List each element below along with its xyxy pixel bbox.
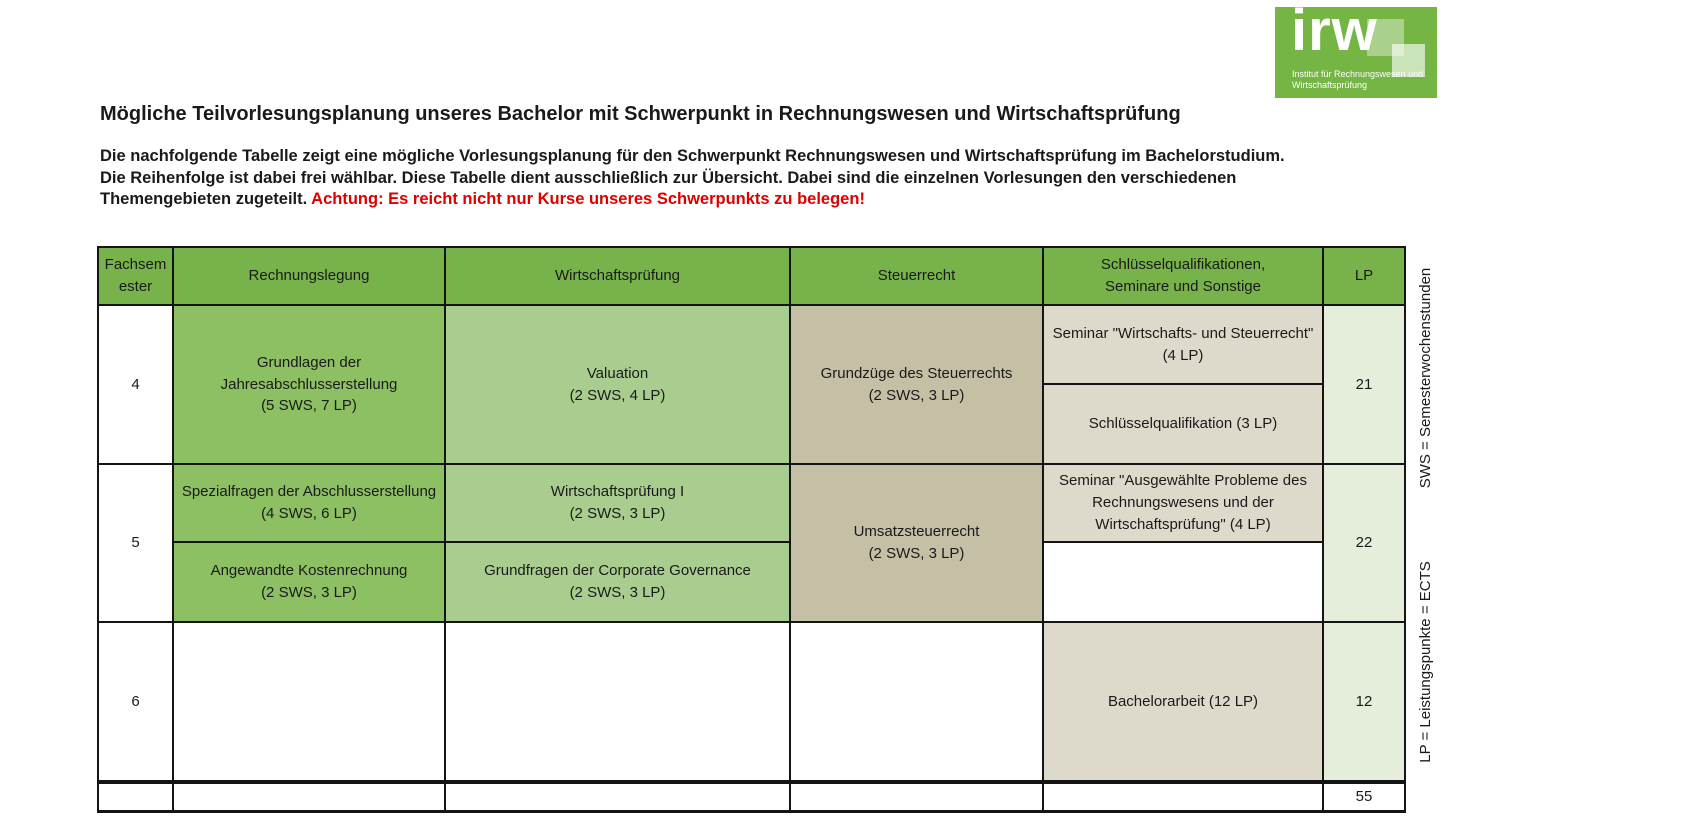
course-detail: (5 SWS, 7 LP) [261,397,357,415]
course-bachelorarbeit: Bachelorarbeit (12 LP) [1043,622,1323,782]
course-umsatzsteuerrecht [790,464,1043,622]
empty-cell [1043,782,1323,811]
empty-cell [98,782,173,811]
course-detail: (2 SWS, 3 LP) [569,584,666,601]
irw-logo [1275,0,1437,98]
course-valuation [445,305,790,464]
empty-cell [173,622,445,782]
course-seminar-wirtschafts-steuerrecht: Seminar "Wirtschafts- und Steuerrecht" (4 LP) [1043,305,1323,384]
lp-sum-semester-6: 12 [1323,622,1405,782]
empty-cell [173,782,445,811]
course-detail: (2 SWS, 3 LP) [261,584,357,601]
header-lp: LP [1323,247,1405,305]
course-detail: (2 SWS, 4 LP) [569,386,666,404]
row-semester-6 [98,622,1405,782]
header-rechnungslegung: Rechnungslegung [173,247,445,305]
table-header-row [98,247,1405,305]
intro-line-3-black: Themengebieten zugeteilt. [100,190,312,208]
course-detail: (2 SWS, 3 LP) [868,545,965,562]
course-title: Umsatzsteuerrecht [853,523,980,541]
intro-line-2: Die Reihenfolge ist dabei frei wählbar. Diese Tabelle dient ausschließlich zur Übersicht. Dabei sind die einzelnen Vorlesungen den verschiedenen [100,168,1237,187]
course-title: Spezialfragen der Abschlusserstellung [181,483,437,501]
irw-logo-institute-line1: Institut für Rechnungswesen und [1292,69,1424,79]
row-semester-4a [98,305,1405,384]
row-semester-5b [98,542,1405,622]
irw-logo-institute-name [1292,69,1423,91]
lp-sum-semester-4: 21 [1323,305,1405,464]
course-detail: (4 SWS, 6 LP) [261,505,357,522]
page-title: Mögliche Teilvorlesungsplanung unseres Bachelor mit Schwerpunkt in Rechnungswesen und Wirtschaftsprüfung [100,103,1181,125]
course-title: Grundzüge des Steuerrechts [820,364,1013,382]
course-detail: (2 SWS, 3 LP) [569,505,666,522]
sws-legend: SWS = Semesterwochenstunden [1417,267,1434,489]
header-wirtschaftspruefung: Wirtschaftsprüfung [445,247,790,305]
intro-paragraph [100,146,1285,211]
course-schluesselqualifikation: Schlüsselqualifikation (3 LP) [1043,384,1323,464]
course-angewandte-kostenrechnung [173,542,445,622]
row-semester-5a [98,464,1405,542]
course-detail: (2 SWS, 3 LP) [868,386,965,404]
empty-cell [445,622,790,782]
course-title: Wirtschaftsprüfung I [550,483,685,501]
lp-sum-semester-5: 22 [1323,464,1405,622]
header-fachsemester: Fachsem ester [98,247,173,305]
course-spezialfragen-abschluss [173,464,445,542]
empty-cell [1043,542,1323,622]
semester-4-cell: 4 [98,305,173,464]
semester-5-cell: 5 [98,464,173,622]
course-title: Grundlagen der Jahresabschlusserstellung [220,353,398,393]
course-grundfragen-corporate-governance [445,542,790,622]
course-title: Angewandte Kostenrechnung [210,562,408,580]
header-steuerrecht: Steuerrecht [790,247,1043,305]
irw-logo-wordmark: irw [1291,0,1378,63]
course-grundlagen-jahresabschluss [173,305,445,464]
course-plan-table [97,246,1406,813]
course-title: Valuation [586,364,649,382]
row-total [98,782,1405,811]
lp-total: 55 [1323,782,1405,811]
empty-cell [790,622,1043,782]
intro-line-1: Die nachfolgende Tabelle zeigt eine mögliche Vorlesungsplanung für den Schwerpunkt Rechnungswesen und Wirtschaftsprüfung im Bachelorstudium. [100,147,1285,165]
course-title: Grundfragen der Corporate Governance [484,562,751,580]
header-schluesselqualifikationen: Schlüsselqualifikationen, Seminare und Sonstige [1043,247,1323,305]
intro-line-3 [100,189,1285,211]
empty-cell [445,782,790,811]
lp-legend: LP = Leistungspunkte = ECTS [1417,561,1434,763]
course-seminar-ausgewaehlte-probleme: Seminar "Ausgewählte Probleme des Rechnungswesens und der Wirtschaftsprüfung" (4 LP) [1043,464,1323,542]
empty-cell [790,782,1043,811]
semester-6-cell: 6 [98,622,173,782]
course-grundzuege-steuerrecht [790,305,1043,464]
intro-warning-text: Achtung: Es reicht nicht nur Kurse unseres Schwerpunkts zu belegen! [311,190,865,208]
irw-logo-institute-line2: Wirtschaftsprüfung [1292,80,1368,90]
course-wirtschaftspruefung-1 [445,464,790,542]
